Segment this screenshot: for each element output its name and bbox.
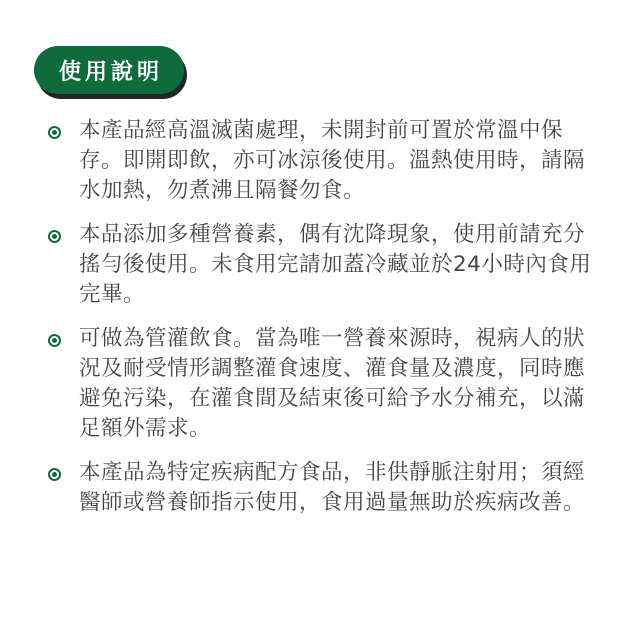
- circle-bullet-icon: [48, 334, 61, 347]
- list-item: [44, 220, 604, 310]
- circle-bullet-icon: [48, 230, 61, 243]
- circle-bullet-icon: [48, 126, 61, 139]
- list-item: [44, 458, 604, 518]
- list-item: [44, 324, 604, 444]
- note-text: 本產品經高溫滅菌處理，未開封前可置於常溫中保存。即開即飲，亦可冰涼後使用。溫熱使用時，請隔水加熱，勿煮沸且隔餐勿食。: [79, 118, 586, 203]
- page-title: 使用說明: [58, 59, 163, 85]
- note-text: 本品添加多種營養素，偶有沈降現象，使用前請充分搖勻後使用。未食用完請加蓋冷藏並於24小時內食用完畢。: [79, 222, 592, 307]
- usage-notes-list: [44, 116, 604, 532]
- list-item: [44, 116, 604, 206]
- note-text: 本產品為特定疾病配方食品，非供靜脈注射用；須經醫師或營養師指示使用，食用過量無助於疾病改善。: [79, 460, 586, 515]
- note-text: 可做為管灌飲食。當為唯一營養來源時，視病人的狀況及耐受情形調整灌食速度、灌食量及濃度，同時應避免污染，在灌食間及結束後可給予水分補充，以滿足額外需求。: [79, 326, 586, 441]
- title-badge: [34, 46, 184, 94]
- circle-bullet-icon: [48, 468, 61, 481]
